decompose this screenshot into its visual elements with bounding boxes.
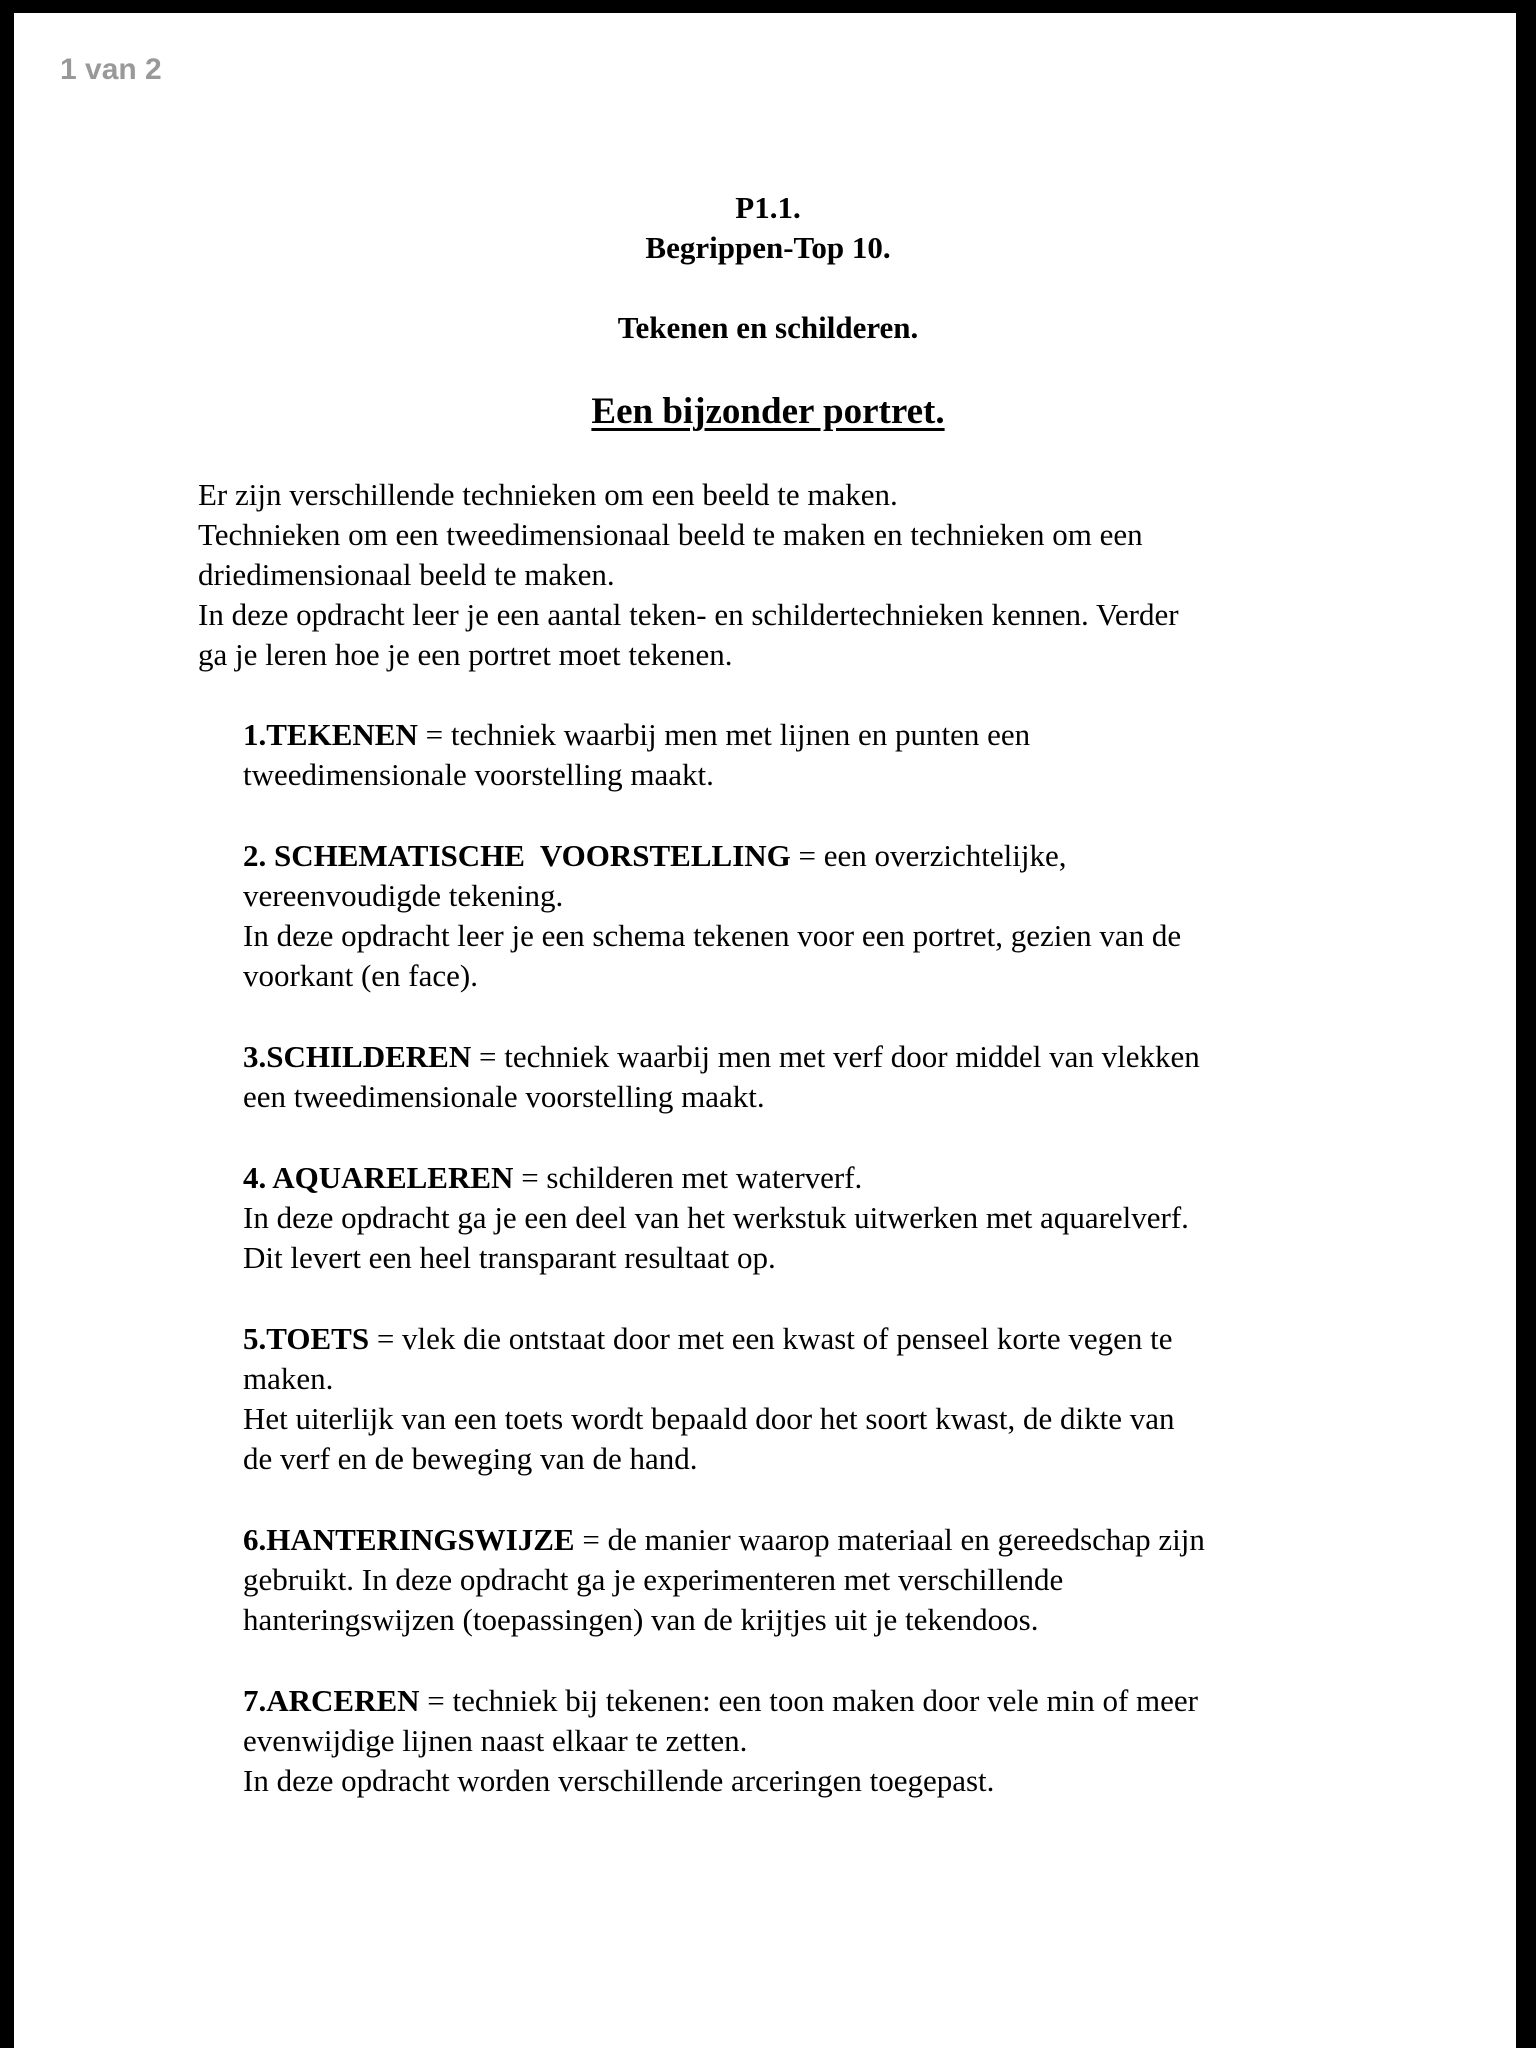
term-text-line: de verf en de beweging van de hand. [243,1441,698,1476]
term-text-line: In deze opdracht worden verschillende arceringen toegepast. [243,1763,995,1798]
term-label: 4. AQUARELEREN [243,1160,514,1195]
page-indicator: 1 van 2 [60,53,162,86]
term-text-line: In deze opdracht ga je een deel van het werkstuk uitwerken met aquarelverf. [243,1200,1189,1235]
term-definition [243,716,1030,754]
term-text-line: hanteringswijzen (toepassingen) van de krijtjes uit je tekendoos. [243,1602,1039,1637]
term-definition [243,1682,1198,1720]
term-definition [243,1159,862,1197]
term-definition [243,1038,1200,1076]
term-definition-text: = techniek waarbij men met lijnen en punten een [417,717,1031,752]
term-text-line: een tweedimensionale voorstelling maakt. [243,1079,765,1114]
term-definition-text: = een overzichtelijke, [790,838,1067,873]
term-definition-text: = techniek bij tekenen: een toon maken door vele min of meer [419,1683,1198,1718]
term-text-line: In deze opdracht leer je een schema tekenen voor een portret, gezien van de [243,918,1182,953]
term-label: 3.SCHILDEREN [243,1039,472,1074]
term-text-line: Dit levert een heel transparant resultaat op. [243,1240,776,1275]
term-label: 2. SCHEMATISCHE VOORSTELLING [243,838,791,873]
term-text-line: Het uiterlijk van een toets wordt bepaald door het soort kwast, de dikte van [243,1401,1175,1436]
document-heading: Een bijzonder portret. [591,391,945,432]
document-subtitle: Tekenen en schilderen. [617,310,919,345]
intro-line: ga je leren hoe je een portret moet tekenen. [198,637,733,672]
term-text-line: maken. [243,1361,334,1396]
term-label: 5.TOETS [243,1321,370,1356]
intro-line: Technieken om een tweedimensionaal beeld te maken en technieken om een [198,517,1143,552]
term-text-line: gebruikt. In deze opdracht ga je experimenteren met verschillende [243,1562,1064,1597]
intro-line: driedimensionaal beeld te maken. [198,557,615,592]
term-definition [243,1320,1173,1358]
term-text-line: voorkant (en face). [243,958,478,993]
term-text-line: tweedimensionale voorstelling maakt. [243,757,714,792]
term-definition [243,1521,1205,1559]
intro-line: Er zijn verschillende technieken om een beeld te maken. [198,477,898,512]
document-title: Begrippen-Top 10. [645,230,891,265]
term-definition-text: = de manier waarop materiaal en gereedschap zijn [574,1522,1205,1557]
term-definition [243,837,1066,875]
term-definition-text: = vlek die ontstaat door met een kwast of penseel korte vegen te [369,1321,1173,1356]
term-label: 6.HANTERINGSWIJZE [243,1522,575,1557]
term-label: 1.TEKENEN [243,717,418,752]
term-definition-text: = schilderen met waterverf. [513,1160,863,1195]
term-text-line: vereenvoudigde tekening. [243,878,564,913]
document-code: P1.1. [735,190,801,225]
term-definition-text: = techniek waarbij men met verf door middel van vlekken [471,1039,1200,1074]
term-label: 7.ARCEREN [243,1683,420,1718]
intro-line: In deze opdracht leer je een aantal teken- en schildertechnieken kennen. Verder [198,597,1179,632]
term-text-line: evenwijdige lijnen naast elkaar te zetten. [243,1723,748,1758]
